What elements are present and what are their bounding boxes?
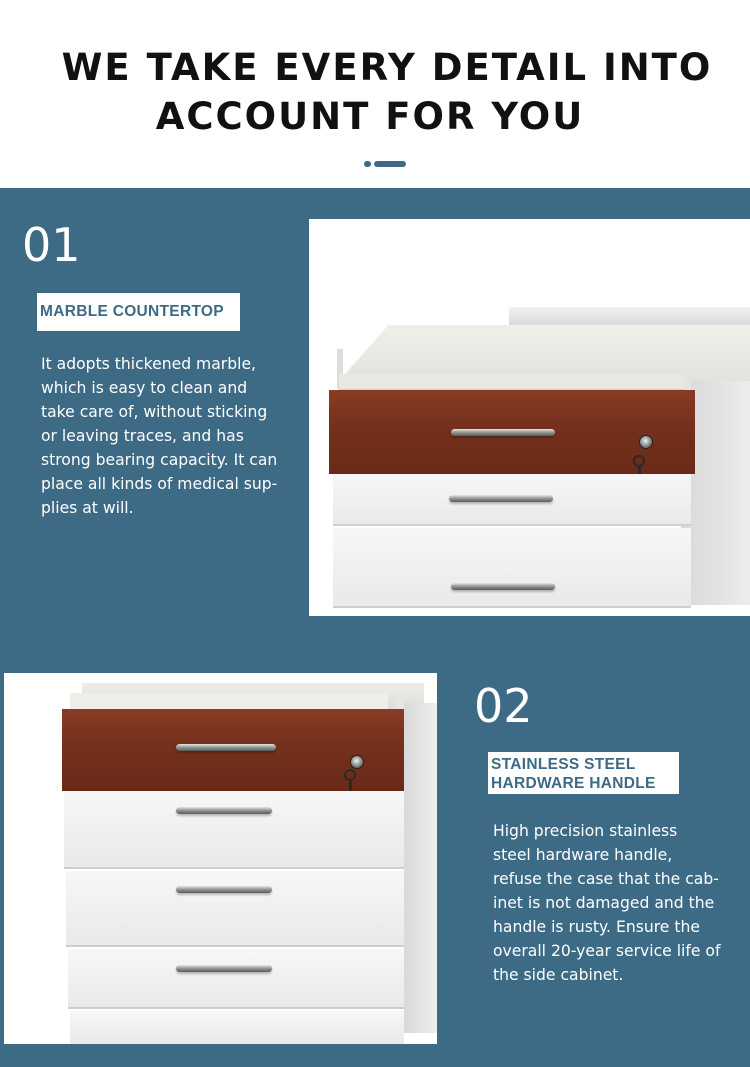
description-line: inet is not damaged and the [493,894,715,912]
cabinet-photo-countertop [309,219,750,616]
tag-line: STAINLESS STEEL [491,756,636,773]
description-line: It adopts thickened marble, [41,355,257,373]
description-line: or leaving traces, and has [41,427,244,445]
description-line: take care of, without sticking [41,403,268,421]
white-drawer [333,528,691,608]
description-line: the side cabinet. [493,966,624,984]
feature-tag-stainless-steel-handle [488,752,679,794]
drawer-handle [176,807,272,814]
marble-edge [339,374,684,390]
cabinet-side-panel [404,703,437,1033]
feature-number-01: 01 [22,218,81,272]
drawer-handle [451,583,555,590]
lock-icon [639,435,653,449]
feature-description-02 [493,819,748,987]
drawer-handle [451,429,555,436]
white-drawer [70,1011,404,1044]
feature-number-02: 02 [474,679,533,733]
page-title-line1: WE TAKE EVERY DETAIL INTO [61,46,713,89]
description-line: refuse the case that the cab- [493,870,719,888]
drawer-handle [176,965,272,972]
feature-description-01 [41,352,301,520]
description-line: plies at will. [41,499,134,517]
white-drawer [66,871,404,947]
cabinet-photo-handles [4,673,437,1044]
white-drawer [68,949,404,1009]
drawer-handle [176,744,276,751]
description-line: strong bearing capacity. It can [41,451,278,469]
feature-tag-marble-countertop: MARBLE COUNTERTOP [37,293,240,331]
divider-dot [364,161,371,167]
tag-line: HARDWARE HANDLE [491,775,656,792]
countertop-back-rim [509,307,750,325]
description-line: overall 20-year service life of [493,942,721,960]
description-line: place all kinds of medical sup- [41,475,278,493]
description-line: which is easy to clean and [41,379,248,397]
white-drawer [64,791,404,869]
description-line: steel hardware handle, [493,846,673,864]
page-title-line2: ACCOUNT FOR YOU [155,95,585,138]
drawer-handle [176,886,272,893]
divider-bar [374,161,406,167]
marble-countertop [339,325,750,381]
description-line: High precision stainless [493,822,678,840]
header-section [0,0,750,188]
lock-icon [350,755,364,769]
drawer-handle [449,495,553,502]
description-line: handle is rusty. Ensure the [493,918,700,936]
